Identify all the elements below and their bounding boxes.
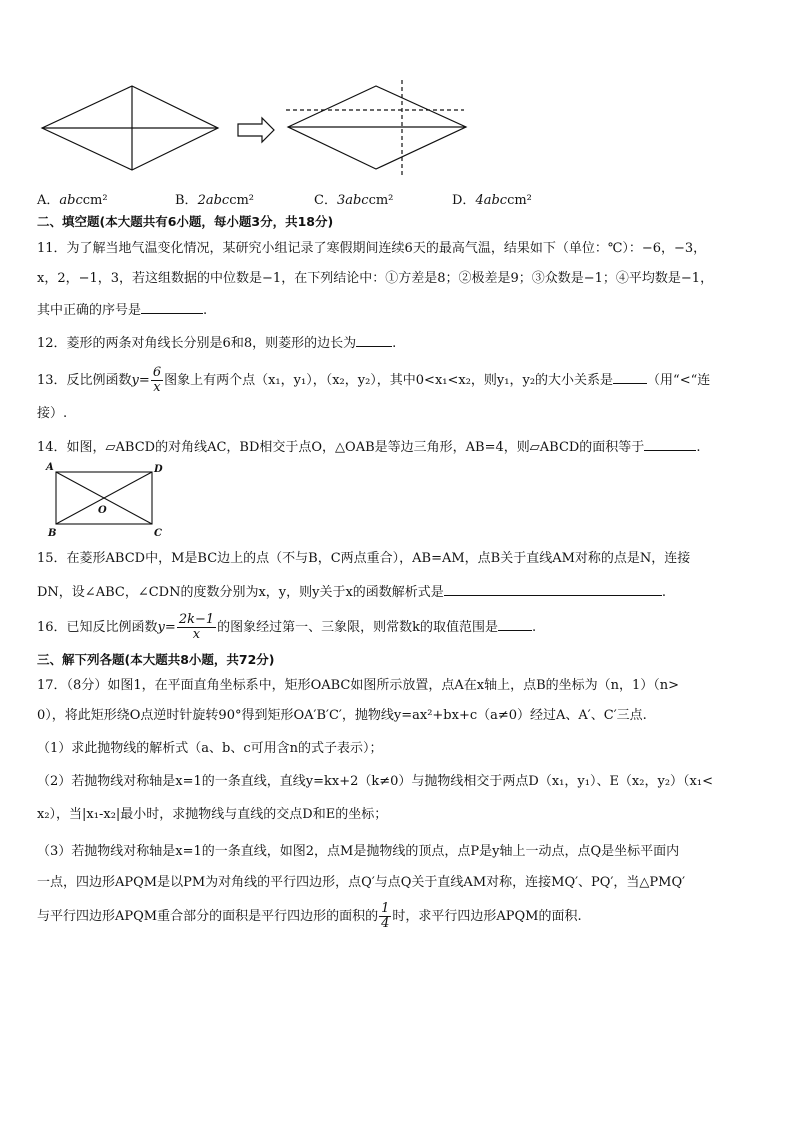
q17-line-2: 0），将此矩形绕O点逆时针旋转90°得到矩形OA′B′C′，抛物线y=ax²+bx+c（a≠0）经过A、A′、C′三点. bbox=[37, 708, 647, 723]
q13-line-1: 13．反比例函数y= $\frac{6}{x}$ 图象上有两个点（x₁，y₁），（x₂，y₂），其中0<x₁<x₂，则y₁，y₂的大小关系是 （用“<“连 bbox=[37, 365, 711, 395]
rhombus-left bbox=[42, 86, 218, 170]
q11-line-2: x，2，−1，3，若这组数据的中位数是−1，在下列结论中：①方差是8；②极差是9；③众数是−1；④平均数是−1， bbox=[37, 271, 714, 286]
q17-part-3-line-3: 与平行四边形APQM重合部分的面积是平行四边形的面积的 $\frac{1}{4}$ 时，求平行四边形APQM的面积. bbox=[37, 901, 582, 931]
answer-blank bbox=[613, 370, 647, 384]
label-a: A bbox=[46, 462, 54, 473]
q11-line-3: 其中正确的序号是 . bbox=[37, 300, 207, 320]
rhombus-right bbox=[286, 80, 466, 176]
label-b: B bbox=[48, 528, 57, 539]
answer-blank bbox=[498, 617, 532, 631]
q13-line-2: 接）. bbox=[37, 406, 68, 421]
section-2-heading: 二、填空题(本大题共有6小题，每小题3分，共18分) bbox=[37, 214, 334, 229]
q17-part-3-line-1: （3）若抛物线对称轴是x=1的一条直线，如图2，点M是抛物线的顶点，点P是y轴上一动点，点Q是坐标平面内 bbox=[37, 844, 680, 859]
q17-part-2-line-1: （2）若抛物线对称轴是x=1的一条直线，直线y=kx+2（k≠0）与抛物线相交于两点D（x₁，y₁）、E（x₂，y₂）（x₁< bbox=[37, 774, 713, 789]
arrow-icon bbox=[238, 118, 274, 142]
answer-blank bbox=[356, 333, 392, 347]
label-d: D bbox=[154, 464, 163, 475]
q17-line-1: 17．（8分）如图1，在平面直角坐标系中，矩形OABC如图所示放置，点A在x轴上，点B的坐标为（n，1）（n> bbox=[37, 678, 680, 693]
option-d: D．4abccm² bbox=[452, 193, 532, 208]
q12: 12．菱形的两条对角线长分别是6和8，则菱形的边长为 . bbox=[37, 333, 396, 353]
option-c: C．3abccm² bbox=[314, 193, 394, 208]
label-c: C bbox=[154, 528, 162, 539]
q14: 14．如图，▱ABCD的对角线AC，BD相交于点O，△OAB是等边三角形，AB=4，则▱ABCD的面积等于 . bbox=[37, 437, 700, 457]
q17-part-3-line-2: 一点，四边形APQM是以PM为对角线的平行四边形，点Q′与点Q关于直线AM对称，连接MQ′、PQ′，当△PMQ′ bbox=[37, 875, 686, 890]
q11-line-1: 11．为了解当地气温变化情况，某研究小组记录了寒假期间连续6天的最高气温，结果如下（单位：℃）：−6，−3， bbox=[37, 241, 707, 256]
q16: 16．已知反比例函数y= $\frac{2k-1}{x}$ 的图象经过第一、三象限，则常数k的取值范围是 . bbox=[37, 612, 537, 642]
fold-figure bbox=[30, 78, 480, 178]
option-a: A．abccm² bbox=[37, 193, 108, 208]
answer-blank bbox=[644, 437, 696, 451]
rectangle-figure bbox=[40, 460, 170, 542]
q15-line-1: 15．在菱形ABCD中，M是BC边上的点（不与B，C两点重合），AB=AM，点B关于直线AM对称的点是N，连接 bbox=[37, 551, 691, 566]
section-3-heading: 三、解下列各题(本大题共8小题，共72分) bbox=[37, 652, 275, 667]
answer-blank bbox=[141, 300, 203, 314]
q17-part-1: （1）求此抛物线的解析式（a、b、c可用含n的式子表示）； bbox=[37, 741, 383, 756]
q17-part-2-line-2: x₂），当|x₁-x₂|最小时，求抛物线与直线的交点D和E的坐标； bbox=[37, 807, 388, 822]
q15-line-2: DN，设∠ABC，∠CDN的度数分别为x，y，则y关于x的函数解析式是 . bbox=[37, 582, 666, 602]
answer-blank bbox=[444, 582, 662, 596]
option-b: B．2abccm² bbox=[175, 193, 255, 208]
label-o: O bbox=[98, 505, 107, 516]
